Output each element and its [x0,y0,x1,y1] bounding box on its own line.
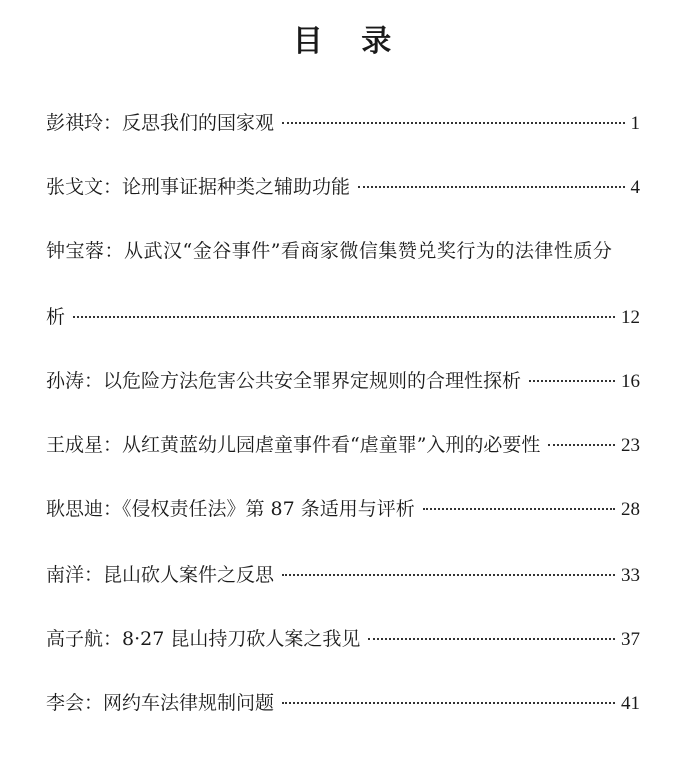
toc-leader-dots [358,186,624,188]
toc-entry [46,236,640,266]
toc-leader-dots [423,508,615,510]
toc-entry-text: 王成星：从红黄蓝幼儿园虐童事件看“虐童罪”入刑的必要性 [46,434,541,456]
toc-page-number: 4 [630,177,640,198]
toc-entry-text: 高子航：8·27 昆山持刀砍人案之我见 [46,628,361,650]
toc-entry-text: 析 [46,306,66,328]
toc-entry [46,560,640,590]
toc-leader-dots [548,444,615,446]
toc-entry [46,688,640,718]
toc-page-number: 16 [621,371,640,392]
toc-page-number: 1 [630,113,640,134]
toc-leader-dots [282,702,615,704]
toc-entry-text: 张戈文：论刑事证据种类之辅助功能 [46,176,351,198]
toc-title: 目 录 [292,24,406,59]
toc-entry-text: 钟宝蓉：从武汉“金谷事件”看商家微信集赞兑奖行为的法律性质分 [46,240,613,262]
toc-leader-dots [368,638,615,640]
toc-leader-dots [282,122,624,124]
toc-page-number: 41 [621,693,640,714]
toc-entry [46,172,640,202]
toc-entry-text: 彭祺玲：反思我们的国家观 [46,112,275,134]
toc-page-number: 37 [621,629,640,650]
toc-entry [46,366,640,396]
toc-entry [46,302,640,332]
toc-entry [46,624,640,654]
toc-entry-text: 南洋：昆山砍人案件之反思 [46,564,275,586]
toc-entry-text: 李会：网约车法律规制问题 [46,692,275,714]
toc-page-number: 28 [621,499,640,520]
toc-page-number: 33 [621,565,640,586]
toc-entry-text: 孙涛：以危险方法危害公共安全罪界定规则的合理性探析 [46,370,522,392]
toc-entry-text: 耿思迪：《侵权责任法》第 87 条适用与评析 [46,498,415,520]
toc-page-number: 12 [621,307,640,328]
toc-page-number: 23 [621,435,640,456]
toc-entry [46,430,640,460]
toc-leader-dots [282,574,615,576]
toc-leader-dots [73,316,615,318]
toc-entry [46,108,640,138]
toc-entry [46,494,640,524]
toc-leader-dots [529,380,615,382]
